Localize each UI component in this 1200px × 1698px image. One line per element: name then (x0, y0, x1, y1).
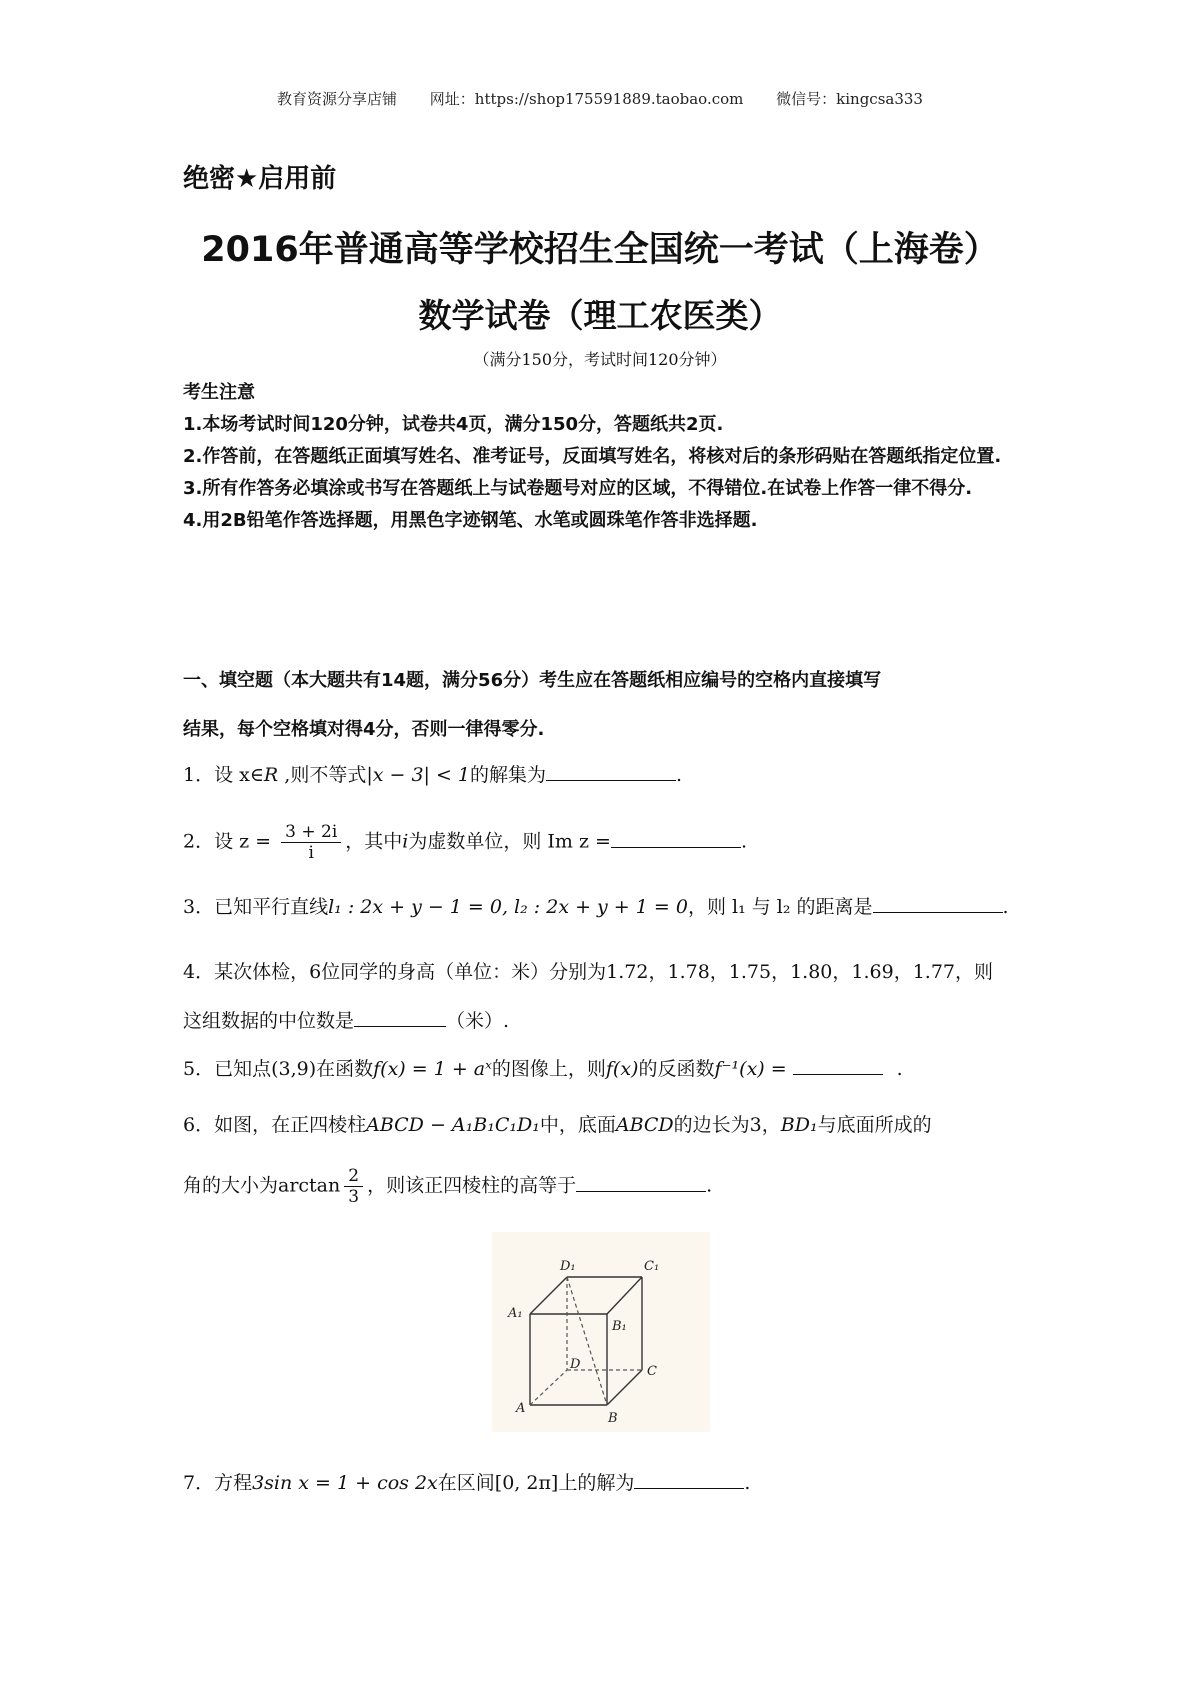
answer-blank[interactable] (576, 1171, 706, 1192)
label-a: A (516, 1401, 526, 1416)
label-d1: D₁ (560, 1259, 576, 1274)
header-url: 网址：https://shop175591889.taobao.com (429, 90, 744, 108)
diagonal-bd1 (567, 1277, 607, 1405)
q4-text: （米）. (446, 1010, 510, 1032)
q4-text: 这组数据的中位数是 (183, 1010, 355, 1032)
notes-heading: 考生注意 (183, 382, 255, 403)
q4-line-1: 4．某次体检，6位同学的身高（单位：米）分别为1.72，1.78，1.75，1.80，1.69，1.77，则 (183, 961, 994, 983)
label-d: D (570, 1357, 581, 1372)
question-2 (183, 822, 1043, 863)
label-b1: B₁ (612, 1319, 627, 1334)
q6-text: 与底面所成的 (817, 1114, 932, 1136)
header-shop: 教育资源分享店铺 (277, 90, 398, 108)
section-line-2: 结果，每个空格填对得4分，否则一律得零分. (183, 719, 545, 740)
q5-text: 5．已知点(3,9)在函数 (183, 1058, 374, 1080)
edge-bc (607, 1370, 642, 1405)
q6-line-1 (183, 1110, 1043, 1140)
section-heading (183, 656, 1043, 754)
q7-text: 7．方程 (183, 1472, 253, 1494)
question-6 (183, 1110, 1043, 1207)
q1-text: 1．设 x∈ (183, 764, 264, 786)
q2-text: ，其中 (345, 830, 403, 853)
section-line-1: 一、填空题（本大题共有14题，满分56分）考生应在答题纸相应编号的空格内直接填写 (183, 670, 882, 691)
q6-end: . (706, 1174, 713, 1197)
edge-a1d1 (530, 1277, 567, 1314)
prism-diagram (492, 1232, 710, 1432)
exam-subject: 数学试卷（理工农医类） (418, 296, 782, 335)
q7-text: 上的解为 (558, 1472, 635, 1494)
q7-end: . (744, 1472, 751, 1494)
q6-prism: ABCD − A₁B₁C₁D₁ (366, 1114, 540, 1136)
q7-equation: 3sin x = 1 + cos 2x (252, 1472, 438, 1494)
exam-title: 2016年普通高等学校招生全国统一考试（上海卷） (201, 230, 999, 270)
answer-blank[interactable] (354, 1006, 446, 1027)
q6-diagonal: BD₁ (780, 1114, 818, 1136)
q1-expression: |x − 3| < 1 (366, 764, 471, 786)
q6-text: 角的大小为arctan (183, 1174, 341, 1197)
question-5 (183, 1054, 1043, 1084)
page-header (0, 88, 1200, 109)
q5-inverse: f⁻¹(x) = (714, 1058, 787, 1080)
q2-text: 2．设 z = (183, 830, 272, 853)
fraction-denominator: 3 (348, 1187, 360, 1207)
q2-end: . (740, 830, 747, 853)
q3-lines: l₁ : 2x + y − 1 = 0, l₂ : 2x + y + 1 = 0 (328, 896, 688, 918)
secret-label: 绝密★启用前 (183, 164, 337, 194)
q2-fraction (281, 822, 341, 863)
q2-text: 为虚数单位，则 Im z = (408, 830, 611, 853)
q7-text: 在区间 (437, 1472, 495, 1494)
q5-function: f(x) = 1 + aˣ (373, 1058, 492, 1080)
q6-text: ，则该正四棱柱的高等于 (367, 1174, 577, 1197)
question-1 (183, 760, 1043, 790)
label-b: B (608, 1411, 618, 1426)
answer-blank[interactable] (873, 892, 1003, 913)
q3-end: . (1002, 896, 1009, 918)
answer-blank[interactable] (634, 1468, 744, 1489)
fraction-denominator: i (308, 843, 314, 863)
q6-line-2 (183, 1166, 1043, 1207)
q7-interval: [0, 2π] (494, 1472, 559, 1494)
q5-text: 的图像上，则 (491, 1058, 606, 1080)
q2-var: i (402, 830, 409, 853)
label-a1: A₁ (508, 1306, 523, 1321)
answer-blank[interactable] (793, 1054, 883, 1075)
answer-blank[interactable] (546, 760, 676, 781)
q6-fraction (344, 1166, 363, 1207)
note-item: 4.用2B铅笔作答选择题，用黑色字迹钢笔、水笔或圆珠笔作答非选择题. (183, 510, 758, 531)
answer-blank[interactable] (611, 827, 741, 848)
q5-end: . (896, 1058, 903, 1080)
header-wechat: 微信号：kingcsa333 (776, 90, 923, 108)
q5-f: f(x) (605, 1058, 639, 1080)
edge-ad-hidden (530, 1370, 567, 1405)
q5-text: 的反函数 (638, 1058, 715, 1080)
exam-subtitle: （满分150分，考试时间120分钟） (473, 350, 727, 369)
question-4 (183, 948, 1043, 1046)
q3-text: 3．已知平行直线 (183, 896, 329, 918)
q6-text: 6．如图，在正四棱柱 (183, 1114, 367, 1136)
edge-b1c1 (607, 1277, 642, 1314)
note-item: 2.作答前，在答题纸正面填写姓名、准考证号，反面填写姓名，将核对后的条形码贴在答题纸指定位置. (183, 446, 1002, 467)
q6-base: ABCD (615, 1114, 674, 1136)
q6-text: 中，底面 (539, 1114, 616, 1136)
note-item: 3.所有作答务必填涂或书写在答题纸上与试卷题号对应的区域，不得错位.在试卷上作答一律不得分. (183, 478, 973, 499)
prism-figure (492, 1232, 710, 1432)
label-c1: C₁ (644, 1259, 660, 1274)
question-7 (183, 1468, 1043, 1498)
q1-end: . (676, 764, 683, 786)
q3-text: ，则 l₁ 与 l₂ 的距离是 (687, 896, 873, 918)
q1-text: ,则不等式 (278, 764, 367, 786)
q6-text: 的边长为3， (673, 1114, 781, 1136)
fraction-numerator: 3 + 2i (281, 822, 341, 843)
q1-text: 的解集为 (470, 764, 547, 786)
q4-line-2 (183, 997, 1043, 1046)
q1-set: R (263, 764, 279, 786)
question-3 (183, 892, 1043, 922)
note-item: 1.本场考试时间120分钟，试卷共4页，满分150分，答题纸共2页. (183, 414, 724, 435)
fraction-numerator: 2 (344, 1166, 363, 1187)
label-c: C (647, 1364, 657, 1379)
candidate-notes (183, 377, 1033, 537)
